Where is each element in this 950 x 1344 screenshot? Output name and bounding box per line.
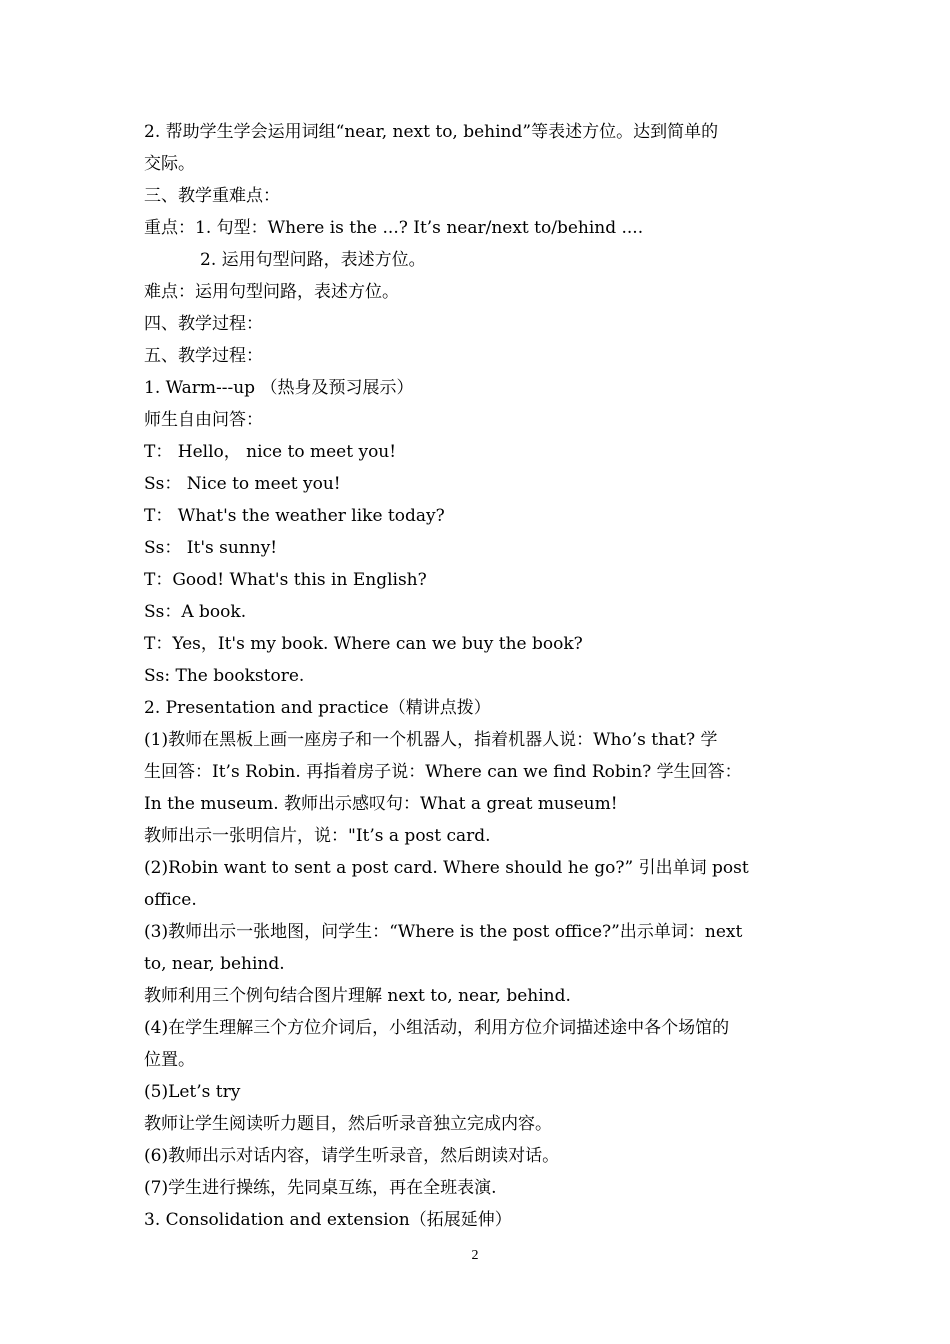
dialogue-line: T：Good! What's this in English?: [144, 570, 427, 590]
text-line: 3. Consolidation and extension（拓展延伸）: [144, 1210, 512, 1230]
section-heading: 五、教学过程：: [144, 346, 263, 366]
text-line: (7)学生进行操练，先同桌互练，再在全班表演.: [144, 1178, 497, 1198]
text-line: (3)教师出示一张地图，问学生：“Where is the post office?”出示单词：next: [144, 922, 743, 942]
text-line: 位置。: [144, 1050, 195, 1070]
dialogue-line: T： Hello， nice to meet you!: [144, 442, 397, 462]
text-line: 交际。: [144, 154, 195, 174]
text-line: In the museum. 教师出示感叹句：What a great museum!: [144, 794, 618, 814]
text-line: 生回答：It’s Robin. 再指着房子说：Where can we find Robin? 学生回答：: [144, 762, 742, 782]
text-line: 教师出示一张明信片，说："It’s a post card.: [144, 826, 491, 846]
section-heading: 三、教学重难点：: [144, 186, 280, 206]
dialogue-line: Ss： Nice to meet you!: [144, 474, 341, 494]
dialogue-line: T：Yes，It's my book. Where can we buy the book?: [144, 634, 583, 654]
dialogue-line: Ss： It's sunny!: [144, 538, 278, 558]
text-line: 难点：运用句型问路，表述方位。: [144, 282, 399, 302]
text-line: 2. 运用句型问路，表述方位。: [200, 250, 426, 270]
dialogue-line: Ss: The bookstore.: [144, 666, 305, 686]
section-heading: 四、教学过程：: [144, 314, 263, 334]
text-line: 教师利用三个例句结合图片理解 next to, near, behind.: [144, 986, 571, 1006]
text-line: to, near, behind.: [144, 954, 285, 974]
text-line: 1. Warm---up （热身及预习展示）: [144, 378, 414, 398]
dialogue-line: Ss：A book.: [144, 602, 247, 622]
text-line: (4)在学生理解三个方位介词后，小组活动，利用方位介词描述途中各个场馆的: [144, 1018, 730, 1038]
text-line: (5)Let’s try: [144, 1082, 241, 1102]
text-line: (1)教师在黑板上画一座房子和一个机器人，指着机器人说：Who’s that? 学: [144, 730, 718, 750]
text-line: 2. Presentation and practice（精讲点拨）: [144, 698, 491, 718]
text-line: (2)Robin want to sent a post card. Where should he go?” 引出单词 post: [144, 858, 749, 878]
dialogue-line: T： What's the weather like today?: [144, 506, 445, 526]
text-line: 2. 帮助学生学会运用词组“near, next to, behind”等表述方位。达到简单的: [144, 122, 719, 142]
page-number: 2: [471, 1248, 479, 1263]
text-line: office.: [144, 890, 197, 910]
text-line: (6)教师出示对话内容，请学生听录音，然后朗读对话。: [144, 1146, 560, 1166]
body-text: [144, 116, 814, 1236]
text-line: 师生自由问答：: [144, 410, 263, 430]
text-line: 教师让学生阅读听力题目，然后听录音独立完成内容。: [144, 1114, 552, 1134]
text-line: 重点：1. 句型：Where is the ...? It’s near/next to/behind ....: [144, 218, 644, 238]
